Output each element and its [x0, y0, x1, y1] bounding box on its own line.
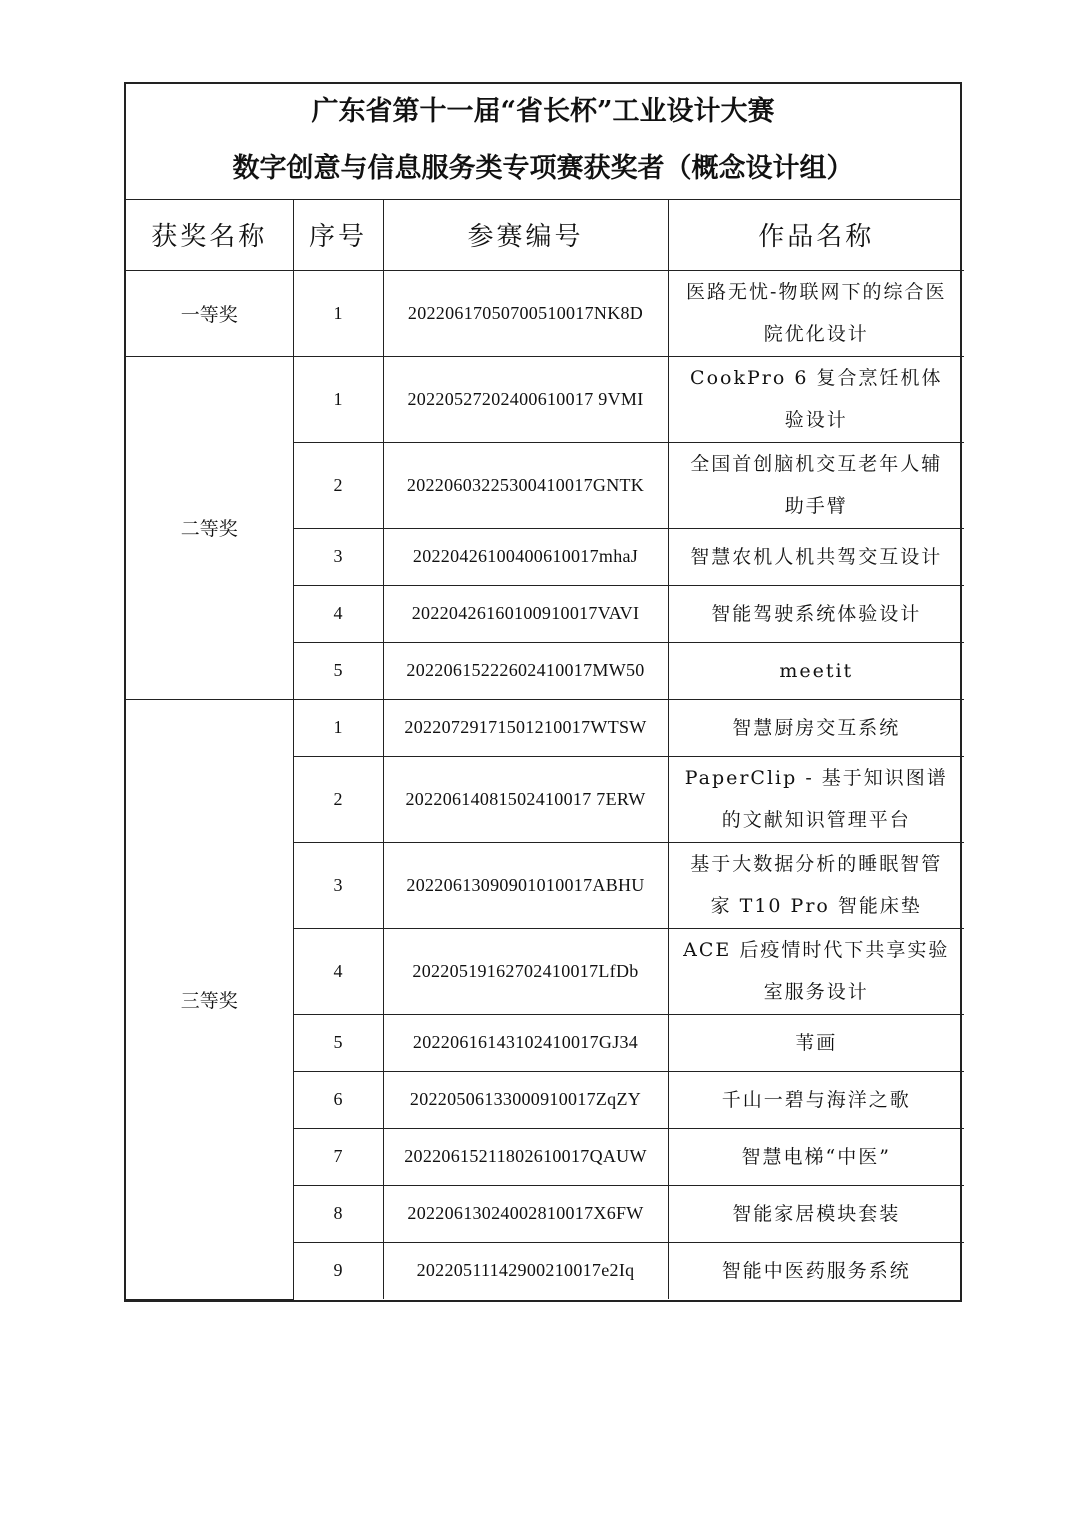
row-work: 智慧电梯“中医”	[668, 1128, 964, 1185]
row-work: 智能家居模块套装	[668, 1185, 964, 1242]
row-code: 20220615222602410017MW50	[383, 642, 668, 699]
row-code: 20220617050700510017NK8D	[383, 270, 668, 356]
row-code: 20220426100400610017mhaJ	[383, 528, 668, 585]
row-work: ACE 后疫情时代下共享实验室服务设计	[668, 928, 964, 1014]
row-work: 智能驾驶系统体验设计	[668, 585, 964, 642]
table-body	[126, 270, 964, 1299]
row-index: 1	[293, 699, 383, 756]
header-work: 作品名称	[668, 200, 964, 270]
row-code: 20220603225300410017GNTK	[383, 442, 668, 528]
row-code: 20220426160100910017VAVI	[383, 585, 668, 642]
prize-first: 一等奖	[126, 270, 293, 356]
row-index: 2	[293, 756, 383, 842]
row-index: 3	[293, 842, 383, 928]
award-table	[126, 200, 964, 1300]
row-code: 20220729171501210017WTSW	[383, 699, 668, 756]
row-work: 千山一碧与海洋之歌	[668, 1071, 964, 1128]
row-work: 智慧厨房交互系统	[668, 699, 964, 756]
row-code: 20220613090901010017ABHU	[383, 842, 668, 928]
table-row	[126, 356, 964, 442]
row-index: 7	[293, 1128, 383, 1185]
row-work: meetit	[668, 642, 964, 699]
prize-second: 二等奖	[126, 356, 293, 699]
title-block	[126, 84, 960, 200]
row-index: 4	[293, 928, 383, 1014]
row-index: 1	[293, 270, 383, 356]
row-code: 20220616143102410017GJ34	[383, 1014, 668, 1071]
header-row	[126, 200, 964, 270]
row-work: PaperClip - 基于知识图谱的文献知识管理平台	[668, 756, 964, 842]
row-index: 5	[293, 1014, 383, 1071]
row-index: 8	[293, 1185, 383, 1242]
row-code: 20220527202400610017 9VMI	[383, 356, 668, 442]
title-line-2: 数字创意与信息服务类专项赛获奖者（概念设计组）	[232, 153, 854, 184]
prize-third: 三等奖	[126, 699, 293, 1299]
award-sheet	[124, 82, 962, 1302]
row-work: 医路无忧-物联网下的综合医院优化设计	[668, 270, 964, 356]
row-code: 20220511142900210017e2Iq	[383, 1242, 668, 1299]
row-index: 4	[293, 585, 383, 642]
row-work: CookPro 6 复合烹饪机体验设计	[668, 356, 964, 442]
table-row	[126, 699, 964, 756]
row-index: 5	[293, 642, 383, 699]
header-index: 序号	[293, 200, 383, 270]
row-code: 20220614081502410017 7ERW	[383, 756, 668, 842]
row-index: 2	[293, 442, 383, 528]
row-code: 20220506133000910017ZqZY	[383, 1071, 668, 1128]
row-work: 苇画	[668, 1014, 964, 1071]
row-index: 9	[293, 1242, 383, 1299]
header-code: 参赛编号	[383, 200, 668, 270]
row-code: 20220615211802610017QAUW	[383, 1128, 668, 1185]
table-row	[126, 270, 964, 356]
row-work: 基于大数据分析的睡眠智管家 T10 Pro 智能床垫	[668, 842, 964, 928]
row-index: 6	[293, 1071, 383, 1128]
row-work: 全国首创脑机交互老年人辅助手臂	[668, 442, 964, 528]
row-code: 20220613024002810017X6FW	[383, 1185, 668, 1242]
row-index: 1	[293, 356, 383, 442]
row-work: 智慧农机人机共驾交互设计	[668, 528, 964, 585]
row-code: 20220519162702410017LfDb	[383, 928, 668, 1014]
header-prize: 获奖名称	[126, 200, 293, 270]
row-work: 智能中医药服务系统	[668, 1242, 964, 1299]
row-index: 3	[293, 528, 383, 585]
title-line-1: 广东省第十一届“省长杯”工业设计大赛	[311, 96, 775, 127]
